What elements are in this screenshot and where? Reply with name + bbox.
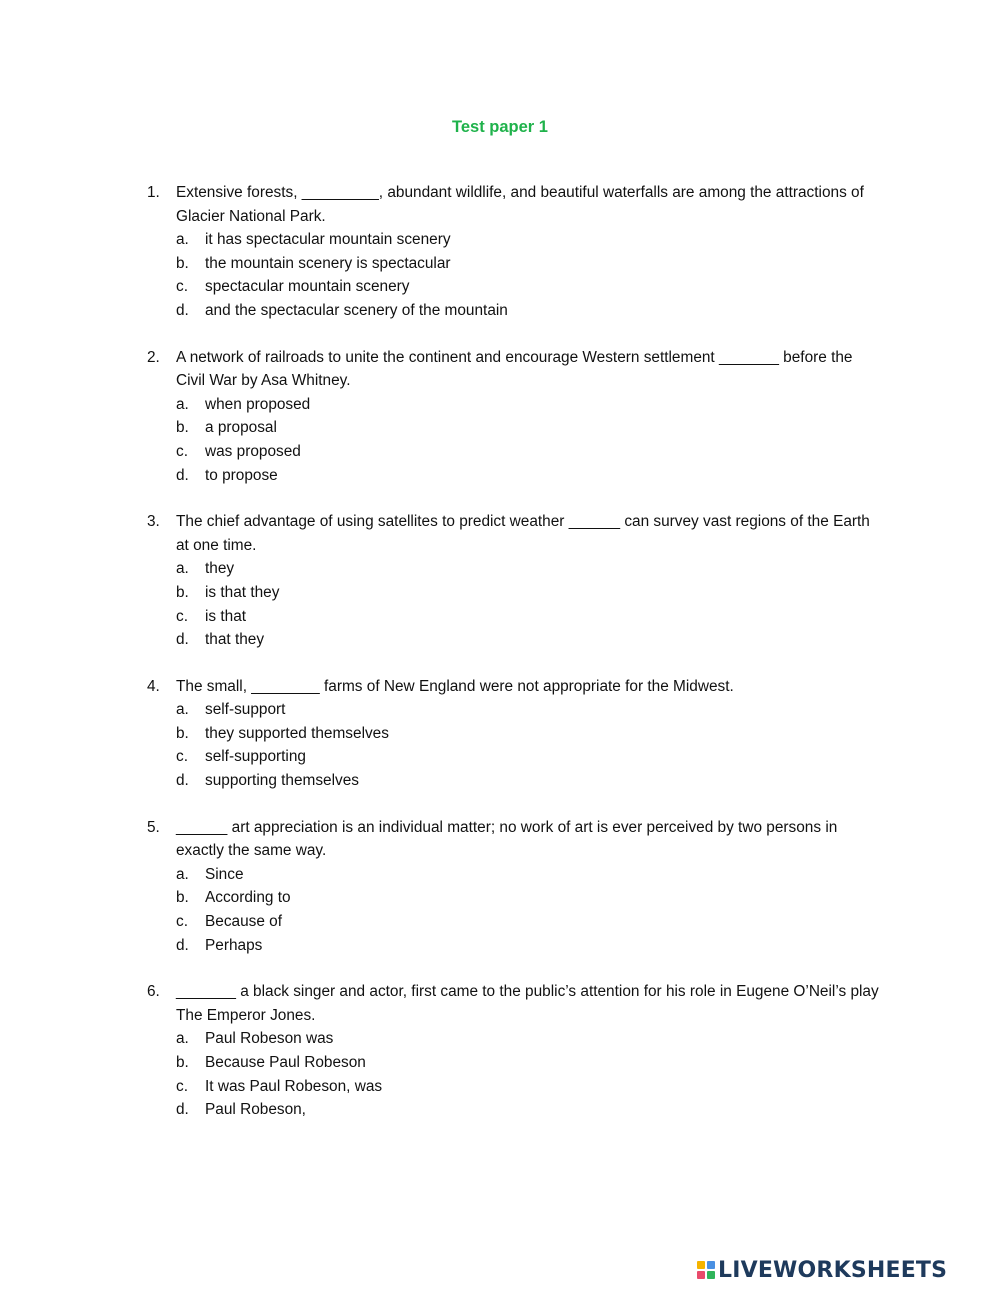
option-letter: c.: [176, 607, 188, 625]
question-3: [147, 510, 882, 652]
option-letter: c.: [176, 442, 188, 460]
option-a[interactable]: [147, 557, 882, 581]
option-text: self-support: [205, 701, 286, 719]
option-d[interactable]: [147, 628, 882, 652]
option-c[interactable]: [147, 605, 882, 629]
question-5: [147, 816, 882, 958]
option-b[interactable]: [147, 416, 882, 440]
option-letter: b.: [176, 419, 189, 437]
option-c[interactable]: [147, 440, 882, 464]
option-text: it has spectacular mountain scenery: [205, 231, 451, 249]
question-text: Extensive forests, _________, abundant wildlife, and beautiful waterfalls are among the attractions of Glacier National Park.: [176, 184, 864, 225]
option-c[interactable]: [147, 1075, 882, 1099]
question-text: A network of railroads to unite the continent and encourage Western settlement _______ before the Civil War by Asa Whitney.: [176, 348, 853, 390]
question-4: [147, 675, 882, 793]
option-text: Because of: [205, 913, 283, 931]
logo-block-pink: [697, 1271, 705, 1279]
option-letter: a.: [176, 701, 189, 719]
option-letter: b.: [176, 889, 189, 907]
option-text: Perhaps: [205, 936, 263, 954]
question-text: ______ art appreciation is an individual matter; no work of art is ever perceived by two persons in exactly the same way.: [176, 818, 838, 860]
option-letter: a.: [176, 1030, 189, 1048]
option-letter: d.: [176, 1101, 189, 1119]
option-d[interactable]: [147, 299, 882, 323]
question-text: _______ a black singer and actor, first came to the public’s attention for his role in Eugene O’Neil’s play The Emperor Jones.: [176, 983, 879, 1024]
option-text: spectacular mountain scenery: [205, 278, 410, 296]
question-text: The small, ________ farms of New England were not appropriate for the Midwest.: [176, 677, 734, 695]
option-b[interactable]: [147, 581, 882, 605]
option-text: According to: [205, 889, 291, 907]
option-text: Since: [205, 865, 244, 883]
option-letter: a.: [176, 395, 189, 413]
question-text: The chief advantage of using satellites to predict weather ______ can survey vast regions of the Earth at one time.: [176, 513, 870, 554]
question-1: [147, 181, 882, 323]
option-letter: b.: [176, 254, 189, 272]
question-number: 6.: [147, 983, 160, 1001]
option-d[interactable]: [147, 464, 882, 488]
logo-block-green: [707, 1271, 715, 1279]
option-a[interactable]: [147, 228, 882, 252]
question-number: 5.: [147, 818, 160, 836]
option-d[interactable]: [147, 1098, 882, 1122]
option-letter: c.: [176, 913, 188, 931]
question-number: 1.: [147, 184, 160, 201]
option-letter: a.: [176, 231, 189, 249]
option-text: self-supporting: [205, 748, 306, 766]
question-number: 2.: [147, 348, 160, 366]
question-2: [147, 346, 882, 488]
logo-block-yellow: [697, 1261, 705, 1269]
option-letter: a.: [176, 865, 189, 883]
option-text: supporting themselves: [205, 772, 359, 790]
option-letter: d.: [176, 936, 189, 954]
option-b[interactable]: [147, 252, 882, 276]
option-text: when proposed: [205, 395, 311, 413]
question-number: 3.: [147, 513, 160, 531]
question-6: [147, 980, 882, 1122]
option-b[interactable]: [147, 722, 882, 746]
option-text: the mountain scenery is spectacular: [205, 254, 451, 272]
question-stem: [147, 980, 882, 1027]
option-text: It was Paul Robeson, was: [205, 1077, 383, 1095]
option-letter: d.: [176, 301, 189, 319]
option-a[interactable]: [147, 1027, 882, 1051]
option-letter: c.: [176, 748, 188, 766]
logo-text: LIVEWORKSHEETS: [718, 1257, 948, 1283]
liveworksheets-logo: [697, 1257, 947, 1283]
live-blocks-icon: [697, 1261, 715, 1279]
option-text: was proposed: [205, 442, 301, 460]
option-c[interactable]: [147, 745, 882, 769]
logo-block-blue: [707, 1261, 715, 1269]
option-letter: b.: [176, 724, 189, 742]
option-b[interactable]: [147, 886, 882, 910]
option-text: they: [205, 560, 235, 578]
option-text: a proposal: [205, 419, 277, 437]
option-text: that they: [205, 631, 265, 649]
option-a[interactable]: [147, 698, 882, 722]
option-text: and the spectacular scenery of the mountain: [205, 301, 508, 319]
option-letter: b.: [176, 583, 189, 601]
option-letter: b.: [176, 1054, 189, 1071]
option-letter: c.: [176, 278, 188, 296]
question-stem: [147, 346, 882, 393]
option-letter: c.: [176, 1077, 188, 1095]
option-letter: d.: [176, 631, 189, 649]
option-text: is that they: [205, 583, 280, 601]
option-text: Because Paul Robeson: [205, 1054, 366, 1071]
option-letter: a.: [176, 560, 189, 578]
option-letter: d.: [176, 772, 189, 790]
option-b[interactable]: [147, 1051, 882, 1075]
question-stem: [147, 816, 882, 863]
option-c[interactable]: [147, 275, 882, 299]
page-title: Test paper 1: [452, 118, 548, 136]
question-stem: [147, 510, 882, 557]
option-text: they supported themselves: [205, 724, 389, 742]
question-number: 4.: [147, 677, 160, 695]
question-list: [147, 181, 882, 1145]
option-text: is that: [205, 607, 247, 625]
option-letter: d.: [176, 466, 189, 484]
option-c[interactable]: [147, 910, 882, 934]
option-d[interactable]: [147, 934, 882, 958]
option-text: Paul Robeson,: [205, 1101, 306, 1119]
question-stem: [147, 675, 882, 699]
option-a[interactable]: [147, 863, 882, 887]
option-a[interactable]: [147, 393, 882, 417]
option-text: to propose: [205, 466, 278, 484]
option-d[interactable]: [147, 769, 882, 793]
option-text: Paul Robeson was: [205, 1030, 334, 1048]
question-stem: [147, 181, 882, 228]
